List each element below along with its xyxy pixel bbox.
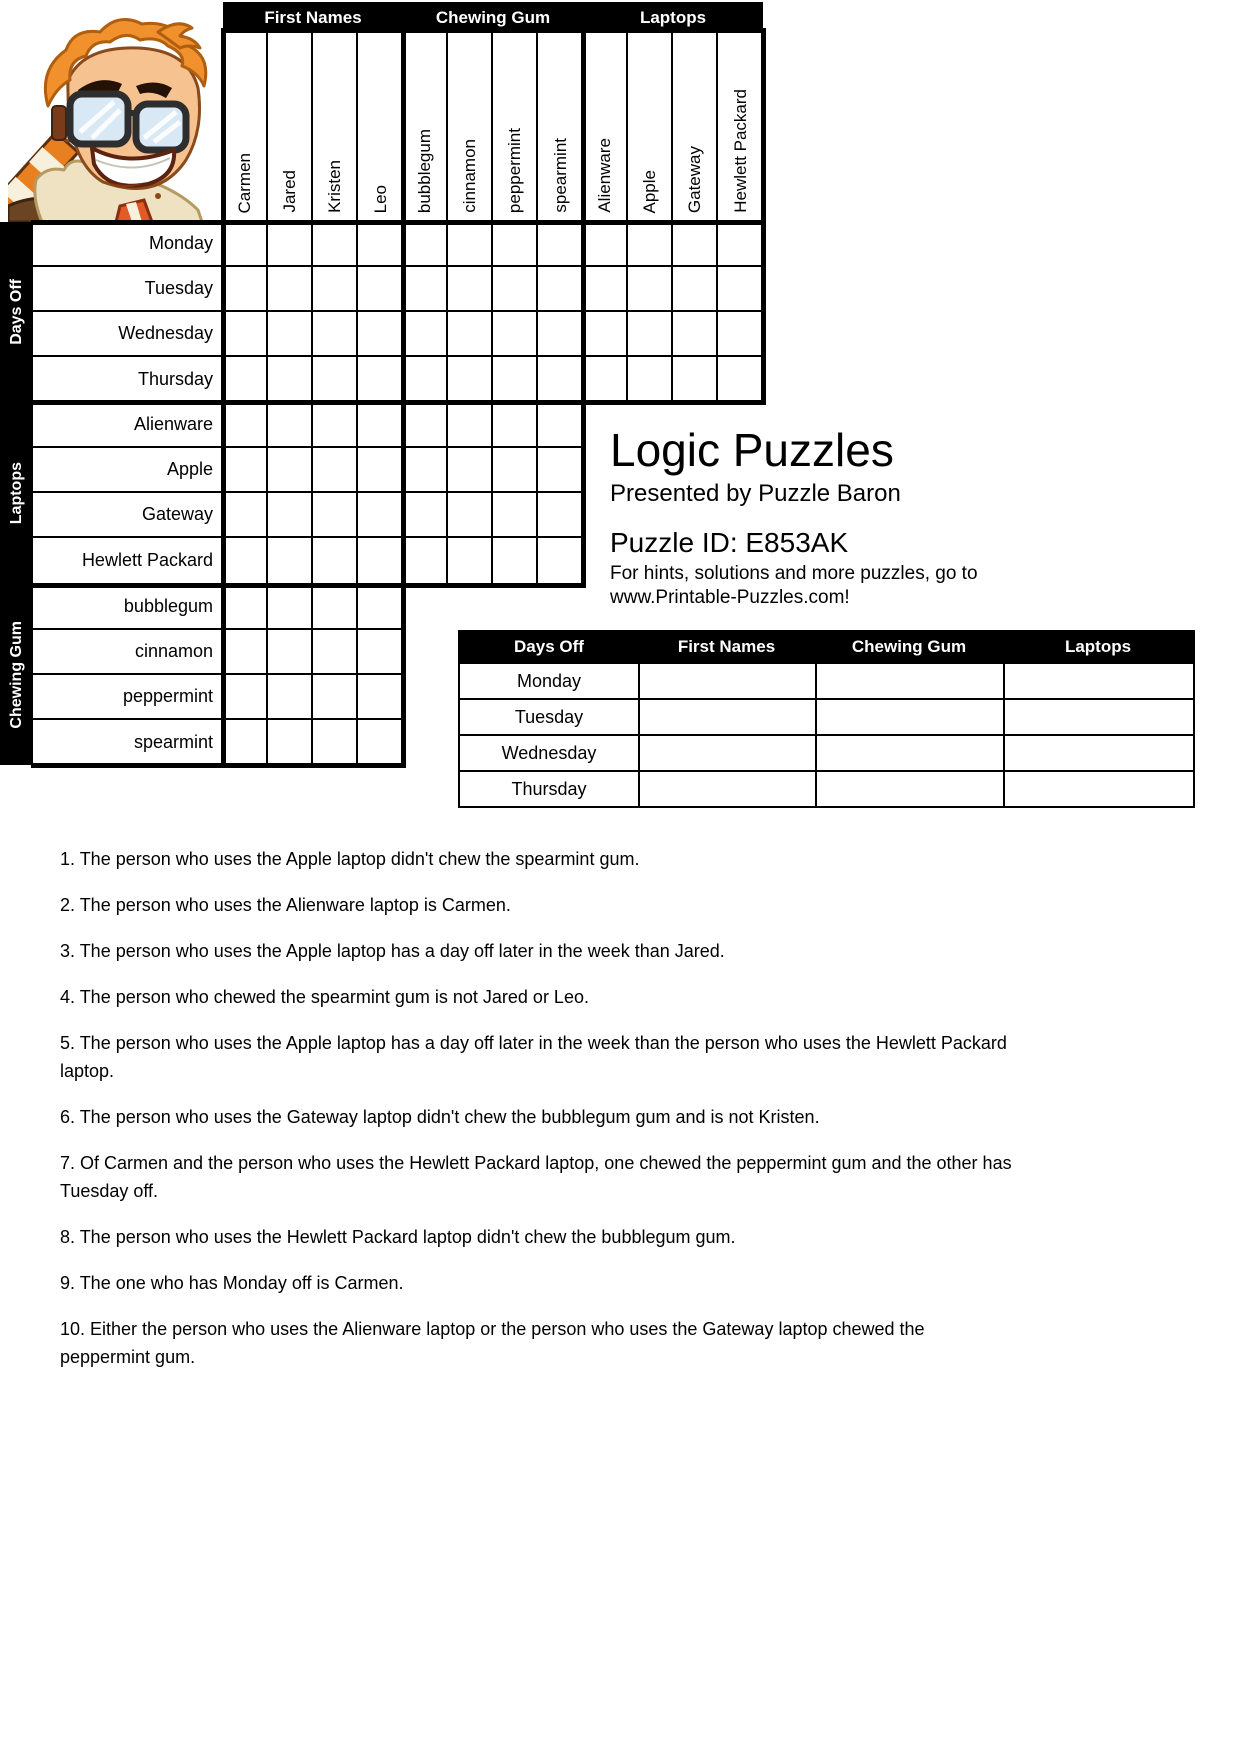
grid-mark-cell[interactable] — [493, 403, 538, 448]
grid-row-label — [33, 312, 223, 357]
grid-mark-cell[interactable] — [718, 312, 763, 357]
grid-mark-cell[interactable] — [313, 312, 358, 357]
grid-mark-cell[interactable] — [673, 357, 718, 402]
grid-mark-cell[interactable] — [718, 267, 763, 312]
grid-mark-cell[interactable] — [448, 493, 493, 538]
grid-mark-cell[interactable] — [313, 720, 358, 765]
answer-header-laptops: Laptops — [1003, 632, 1193, 662]
grid-column-header — [628, 33, 673, 222]
answer-day-label: Monday — [460, 662, 638, 698]
grid-mark-cell[interactable] — [313, 448, 358, 493]
answer-header-first-names: First Names — [638, 632, 815, 662]
grid-mark-cell[interactable] — [223, 357, 268, 402]
grid-column-header — [223, 33, 268, 222]
grid-mark-cell[interactable] — [583, 267, 628, 312]
grid-row-label — [33, 448, 223, 493]
grid-mark-cell[interactable] — [268, 222, 313, 267]
grid-mark-cell[interactable] — [403, 493, 448, 538]
grid-mark-cell[interactable] — [448, 403, 493, 448]
grid-mark-cell[interactable] — [223, 675, 268, 720]
grid-sidebar-chewing-gum-label: Chewing Gum — [7, 621, 25, 729]
grid-category-laptops — [583, 2, 763, 33]
grid-mark-cell[interactable] — [493, 357, 538, 402]
grid-column-header-label: Hewlett Packard — [730, 89, 750, 213]
grid-category-laptops-label: Laptops — [639, 7, 707, 27]
grid-mark-cell[interactable] — [358, 403, 403, 448]
grid-column-header-label: bubblegum — [414, 128, 434, 213]
grid-row-label-label: Gateway — [141, 504, 213, 524]
grid-mark-cell[interactable] — [268, 630, 313, 675]
grid-mark-cell[interactable] — [673, 222, 718, 267]
grid-sidebar-days-off-label: Days Off — [7, 279, 25, 345]
grid-mark-cell[interactable] — [628, 222, 673, 267]
clue-item: 3. The person who uses the Apple laptop has a day off later in the week than Jared. — [60, 941, 725, 961]
grid-mark-cell[interactable] — [358, 720, 403, 765]
grid-border-line — [31, 763, 406, 768]
grid-mark-cell[interactable] — [538, 538, 583, 583]
grid-mark-cell[interactable] — [538, 448, 583, 493]
grid-mark-cell[interactable] — [223, 585, 268, 630]
grid-column-header — [673, 33, 718, 222]
grid-column-header — [358, 33, 403, 222]
grid-mark-cell[interactable] — [313, 357, 358, 402]
grid-mark-cell[interactable] — [313, 493, 358, 538]
answer-header-chewing-gum: Chewing Gum — [815, 632, 1003, 662]
answer-fill-cell[interactable] — [815, 734, 1003, 770]
grid-mark-cell[interactable] — [538, 312, 583, 357]
grid-sidebar-chewing-gum — [0, 585, 33, 765]
hints-text: For hints, solutions and more puzzles, go to — [610, 563, 978, 584]
grid-mark-cell[interactable] — [403, 357, 448, 402]
grid-row-label-label: cinnamon — [134, 641, 213, 661]
grid-row-label-label: peppermint — [122, 686, 213, 706]
grid-mark-cell[interactable] — [268, 267, 313, 312]
answer-fill-cell[interactable] — [1003, 770, 1193, 806]
answer-fill-cell[interactable] — [815, 770, 1003, 806]
answer-fill-cell[interactable] — [1003, 698, 1193, 734]
grid-mark-cell[interactable] — [493, 493, 538, 538]
grid-column-header-label: Leo — [370, 184, 390, 213]
answer-day-label: Tuesday — [460, 698, 638, 734]
grid-mark-cell[interactable] — [583, 222, 628, 267]
clue-item: 5. The person who uses the Apple laptop has a day off later in the week than the person who uses the Hewlett Packard laptop. — [60, 1033, 1007, 1081]
grid-mark-cell[interactable] — [403, 312, 448, 357]
grid-row-label-label: Wednesday — [118, 323, 213, 343]
grid-mark-cell[interactable] — [358, 675, 403, 720]
grid-column-header-label: spearmint — [550, 138, 570, 213]
grid-mark-cell[interactable] — [448, 448, 493, 493]
grid-row-label-label: spearmint — [133, 732, 213, 752]
grid-border-line — [31, 220, 766, 225]
grid-mark-cell[interactable] — [538, 357, 583, 402]
grid-column-header — [538, 33, 583, 222]
grid-mark-cell[interactable] — [673, 312, 718, 357]
grid-row-label — [33, 538, 223, 583]
grid-mark-cell[interactable] — [313, 538, 358, 583]
grid-border-line — [401, 28, 406, 765]
page-title: Logic Puzzles — [610, 424, 894, 476]
grid-column-header-label: Carmen — [234, 152, 254, 213]
grid-row-label-label: Monday — [148, 233, 213, 253]
grid-mark-cell[interactable] — [313, 630, 358, 675]
grid-mark-cell[interactable] — [268, 493, 313, 538]
grid-mark-cell[interactable] — [403, 403, 448, 448]
grid-mark-cell[interactable] — [313, 675, 358, 720]
page-subtitle: Presented by Puzzle Baron — [610, 480, 901, 507]
grid-mark-cell[interactable] — [583, 312, 628, 357]
grid-column-header-label: peppermint — [504, 127, 524, 213]
answer-fill-cell[interactable] — [638, 770, 815, 806]
grid-mark-cell[interactable] — [223, 448, 268, 493]
clues-list — [60, 845, 1185, 1389]
grid-mark-cell[interactable] — [538, 267, 583, 312]
grid-row-label-label: Tuesday — [144, 278, 213, 298]
grid-sidebar-days-off — [0, 222, 33, 402]
grid-mark-cell[interactable] — [223, 493, 268, 538]
grid-mark-cell[interactable] — [223, 267, 268, 312]
grid-mark-cell[interactable] — [628, 267, 673, 312]
clue-item: 7. Of Carmen and the person who uses the Hewlett Packard laptop, one chewed the peppermint gum and the other has Tuesday off. — [60, 1153, 1012, 1201]
grid-mark-cell[interactable] — [628, 312, 673, 357]
grid-mark-cell[interactable] — [223, 403, 268, 448]
grid-row-label-label: Thursday — [137, 369, 213, 389]
grid-column-header — [403, 33, 448, 222]
grid-column-header-label: Alienware — [594, 138, 614, 213]
grid-mark-cell[interactable] — [358, 538, 403, 583]
answer-fill-cell[interactable] — [1003, 662, 1193, 698]
grid-mark-cell[interactable] — [538, 222, 583, 267]
grid-mark-cell[interactable] — [493, 538, 538, 583]
grid-border-line — [221, 28, 226, 765]
grid-mark-cell[interactable] — [313, 403, 358, 448]
grid-mark-cell[interactable] — [223, 538, 268, 583]
grid-mark-cell[interactable] — [358, 630, 403, 675]
answer-fill-cell[interactable] — [815, 662, 1003, 698]
grid-sidebar-laptops — [0, 403, 33, 583]
grid-mark-cell[interactable] — [358, 222, 403, 267]
answer-fill-cell[interactable] — [638, 734, 815, 770]
answer-day-label: Wednesday — [460, 734, 638, 770]
grid-mark-cell[interactable] — [223, 630, 268, 675]
grid-row-label — [33, 357, 223, 402]
grid-mark-cell[interactable] — [538, 493, 583, 538]
grid-mark-cell[interactable] — [403, 222, 448, 267]
grid-category-chewing-gum-label: Chewing Gum — [435, 7, 551, 27]
grid-column-header — [493, 33, 538, 222]
grid-column-header — [448, 33, 493, 222]
grid-mark-cell[interactable] — [448, 538, 493, 583]
clue-item: 4. The person who chewed the spearmint gum is not Jared or Leo. — [60, 987, 589, 1007]
grid-mark-cell[interactable] — [358, 357, 403, 402]
grid-mark-cell[interactable] — [313, 222, 358, 267]
grid-mark-cell[interactable] — [448, 222, 493, 267]
grid-mark-cell[interactable] — [223, 720, 268, 765]
clue-item: 9. The one who has Monday off is Carmen. — [60, 1273, 404, 1293]
answer-fill-cell[interactable] — [815, 698, 1003, 734]
grid-column-header — [583, 33, 628, 222]
hints-url: www.Printable-Puzzles.com! — [610, 587, 850, 608]
grid-row-label — [33, 720, 223, 765]
grid-row-label — [33, 493, 223, 538]
grid-border-line — [31, 400, 766, 405]
grid-column-header-label: Kristen — [324, 160, 344, 213]
grid-row-label — [33, 630, 223, 675]
grid-mark-cell[interactable] — [403, 267, 448, 312]
grid-mark-cell[interactable] — [358, 267, 403, 312]
grid-row-label — [33, 585, 223, 630]
grid-mark-cell[interactable] — [718, 222, 763, 267]
grid-mark-cell[interactable] — [538, 403, 583, 448]
grid-border-line — [31, 583, 586, 588]
grid-border-line — [581, 28, 586, 585]
answer-table — [458, 630, 1195, 808]
grid-mark-cell[interactable] — [268, 312, 313, 357]
grid-mark-cell[interactable] — [403, 448, 448, 493]
answer-fill-cell[interactable] — [1003, 734, 1193, 770]
grid-sidebar-laptops-label: Laptops — [7, 461, 25, 525]
grid-mark-cell[interactable] — [493, 312, 538, 357]
grid-mark-cell[interactable] — [358, 585, 403, 630]
grid-category-chewing-gum — [403, 2, 583, 33]
grid-mark-cell[interactable] — [448, 312, 493, 357]
grid-mark-cell[interactable] — [268, 448, 313, 493]
grid-column-header-label: cinnamon — [459, 139, 479, 213]
grid-row-label — [33, 675, 223, 720]
grid-mark-cell[interactable] — [583, 357, 628, 402]
grid-row-label-label: bubblegum — [123, 596, 213, 616]
clue-item: 8. The person who uses the Hewlett Packard laptop didn't chew the bubblegum gum. — [60, 1227, 736, 1247]
grid-column-header — [313, 33, 358, 222]
puzzle-id: Puzzle ID: E853AK — [610, 527, 849, 558]
answer-header-days-off: Days Off — [460, 632, 638, 662]
grid-category-first-names — [223, 2, 403, 33]
grid-column-header-label: Gateway — [684, 145, 704, 213]
grid-mark-cell[interactable] — [313, 585, 358, 630]
grid-row-label — [33, 222, 223, 267]
grid-mark-cell[interactable] — [448, 267, 493, 312]
grid-mark-cell[interactable] — [448, 357, 493, 402]
answer-fill-cell[interactable] — [638, 698, 815, 734]
clue-item: 2. The person who uses the Alienware laptop is Carmen. — [60, 895, 511, 915]
grid-mark-cell[interactable] — [358, 312, 403, 357]
grid-column-header — [268, 33, 313, 222]
grid-column-header — [718, 33, 763, 222]
grid-mark-cell[interactable] — [493, 448, 538, 493]
grid-mark-cell[interactable] — [358, 493, 403, 538]
grid-mark-cell[interactable] — [673, 267, 718, 312]
answer-day-label: Thursday — [460, 770, 638, 806]
grid-row-label-label: Apple — [166, 459, 213, 479]
grid-mark-cell[interactable] — [358, 448, 403, 493]
clue-item: 10. Either the person who uses the Alienware laptop or the person who uses the Gateway laptop chewed the peppermint gum. — [60, 1319, 925, 1367]
grid-mark-cell[interactable] — [268, 403, 313, 448]
grid-border-line — [761, 28, 766, 405]
grid-mark-cell[interactable] — [493, 267, 538, 312]
grid-mark-cell[interactable] — [718, 357, 763, 402]
grid-mark-cell[interactable] — [223, 222, 268, 267]
grid-column-header-label: Jared — [279, 170, 299, 213]
grid-mark-cell[interactable] — [268, 675, 313, 720]
grid-mark-cell[interactable] — [268, 720, 313, 765]
grid-mark-cell[interactable] — [493, 222, 538, 267]
answer-fill-cell[interactable] — [638, 662, 815, 698]
grid-column-header-label: Apple — [639, 169, 659, 213]
grid-mark-cell[interactable] — [403, 538, 448, 583]
grid-category-first-names-label: First Names — [264, 7, 362, 27]
grid-mark-cell[interactable] — [313, 267, 358, 312]
grid-row-label — [33, 403, 223, 448]
grid-row-label-label: Alienware — [133, 414, 213, 434]
clue-item: 1. The person who uses the Apple laptop didn't chew the spearmint gum. — [60, 849, 640, 869]
clue-item: 6. The person who uses the Gateway laptop didn't chew the bubblegum gum and is not Kristen. — [60, 1107, 820, 1127]
grid-mark-cell[interactable] — [268, 538, 313, 583]
grid-row-label — [33, 267, 223, 312]
grid-mark-cell[interactable] — [628, 357, 673, 402]
grid-row-label-label: Hewlett Packard — [81, 550, 213, 570]
grid-mark-cell[interactable] — [268, 585, 313, 630]
grid-mark-cell[interactable] — [268, 357, 313, 402]
grid-mark-cell[interactable] — [223, 312, 268, 357]
